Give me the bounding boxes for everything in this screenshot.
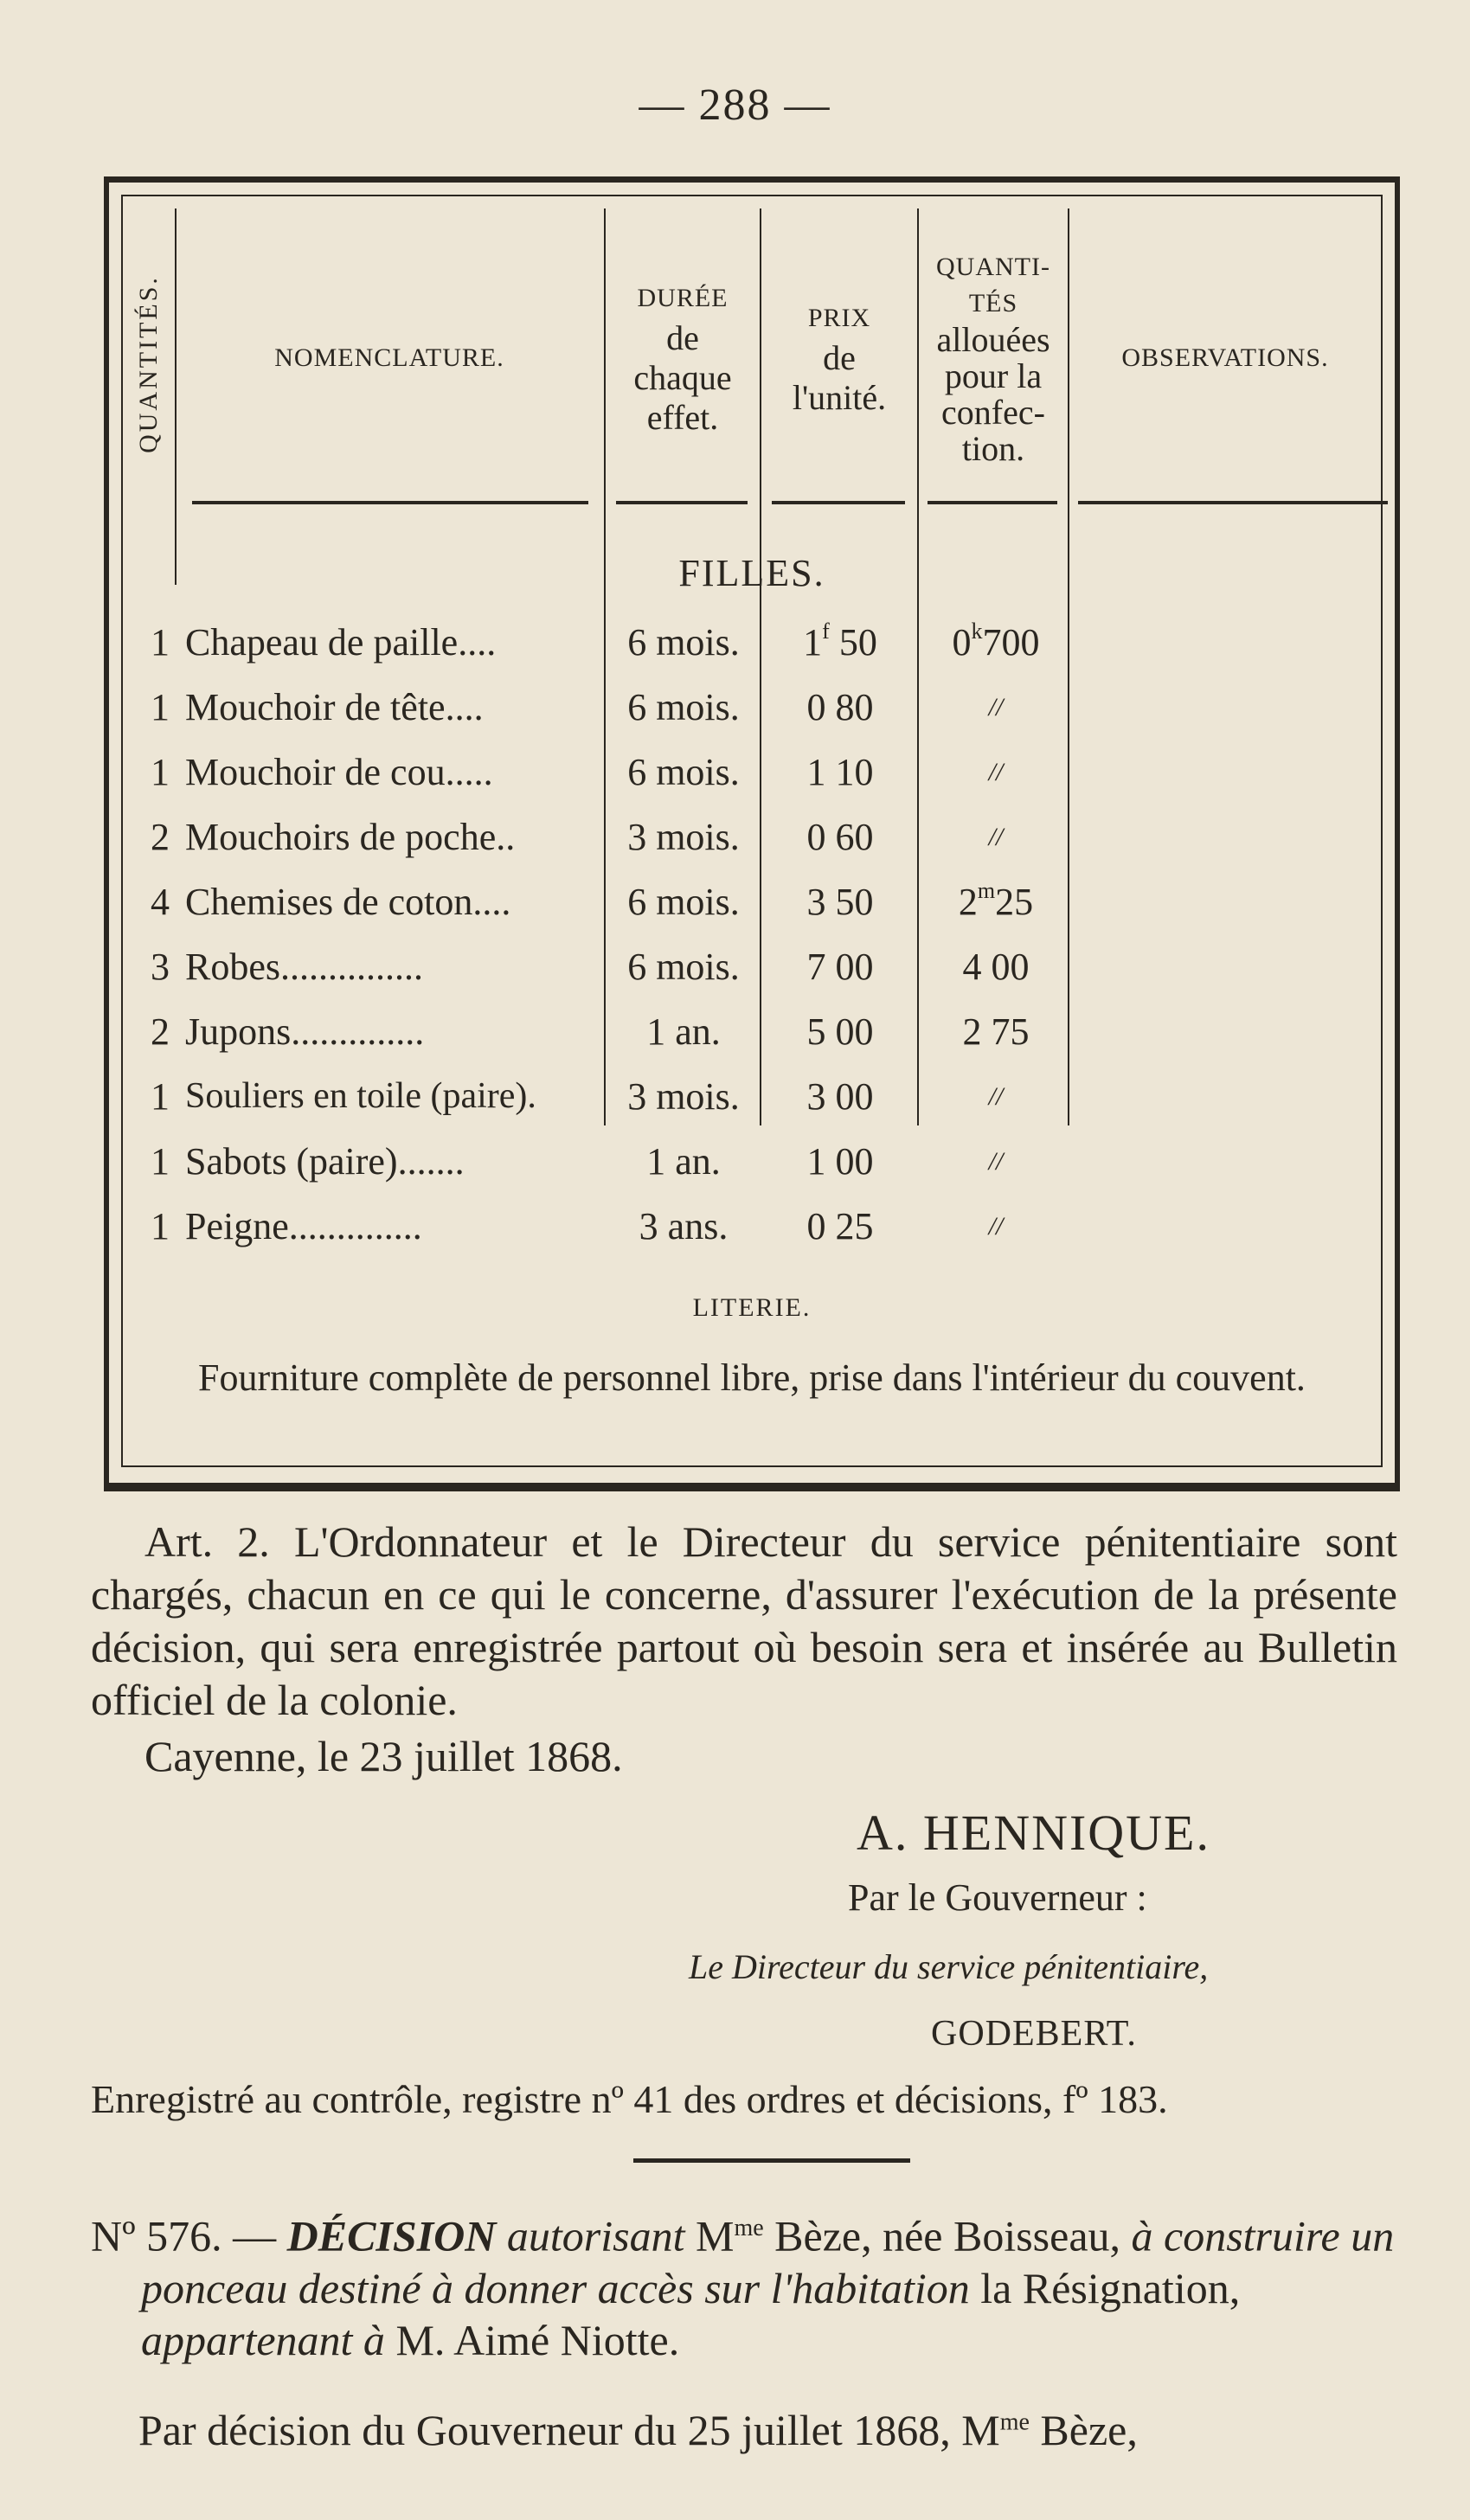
table-row: 1 Souliers en toile (paire). 3 mois. 3 00 // xyxy=(151,1075,1004,1118)
decision-heading: Nº 576. — DÉCISION autorisant $M^{me}$ Bèze, née Boisseau, à construire un ponceau destiné à donner accès sur l'habitation la Résignation, appartenant à M. Aimé Niotte. xyxy=(91,2211,1395,2364)
signature-par: Par le Gouverneur : xyxy=(848,1876,1147,1919)
signature-title: Le Directeur du service pénitentiaire, xyxy=(689,1947,1209,1986)
signature-name: A. HENNIQUE. xyxy=(857,1805,1210,1861)
header-rule-observations xyxy=(1078,501,1388,504)
section-title-filles: FILLES. xyxy=(678,552,825,594)
table-row: 2 Jupons.............. 1 an. 5 00 2 75 xyxy=(151,1010,1030,1053)
header-rule-prix xyxy=(772,501,905,504)
header-observations: OBSERVATIONS. xyxy=(1121,343,1329,372)
header-rule-alloc xyxy=(928,501,1057,504)
registre-line: Enregistré au contrôle, registre nº 41 des ordres et décisions, fº 183. xyxy=(91,2077,1168,2121)
table-row: 2 Mouchoirs de poche.. 3 mois. 0 60 // xyxy=(151,816,1004,858)
section-title-literie: LITERIE. xyxy=(692,1293,812,1322)
section-divider xyxy=(633,2158,910,2163)
header-rule-duree xyxy=(616,501,748,504)
header-prix: PRIX de l'unité. xyxy=(792,303,887,417)
signature-signer: GODEBERT. xyxy=(931,2014,1137,2054)
date-line: Cayenne, le 23 juillet 1868. xyxy=(144,1732,623,1780)
header-rule-nomenclature xyxy=(192,501,588,504)
table-row: 1 Mouchoir de cou..... 6 mois. 1 10 // xyxy=(151,751,1004,793)
clothing-table xyxy=(104,176,1400,1491)
table-row: 3 Robes............... 6 mois. 7 00 4 00 xyxy=(151,946,1030,988)
literie-description: Fourniture complète de personnel libre, prise dans l'intérieur du couvent. xyxy=(198,1356,1306,1399)
table-row: 1 Peigne.............. 3 ans. 0 25 // xyxy=(151,1205,1004,1247)
article-block xyxy=(91,1516,1397,1783)
table-row: 1 Mouchoir de tête.... 6 mois. 0 80 // xyxy=(151,686,1004,728)
header-quantites-allouees: QUANTI- TÉS allouées pour la confec- tion. xyxy=(936,252,1050,468)
header-duree: DURÉE de chaque effet. xyxy=(633,283,732,437)
table-row: 1 Chapeau de paille.... 6 mois. 1$^f$ 50 0$^k$700 xyxy=(151,619,1040,664)
table-inner-border xyxy=(121,195,1383,1467)
header-quantites: QUANTITÉS. xyxy=(134,275,163,453)
page-number: — 288 — xyxy=(639,80,831,130)
article-2-text: Art. 2. L'Ordonnateur et le Directeur du service pénitentiaire sont chargés, chacun en ce qui le concerne, d'assurer l'exécution de la présente décision, qui sera enregistrée partout où besoin sera et insérée au Bulletin officiel de la colonie. xyxy=(91,1517,1397,1724)
table-row: 4 Chemises de coton.... 6 mois. 3 50 2$^m$25 xyxy=(151,878,1034,923)
decision-body-first-line: Par décision du Gouverneur du 25 juillet 1868, $M^{me}$ Bèze, xyxy=(138,2406,1138,2454)
table-row: 1 Sabots (paire)....... 1 an. 1 00 // xyxy=(151,1140,1004,1183)
header-nomenclature: NOMENCLATURE. xyxy=(274,343,504,372)
